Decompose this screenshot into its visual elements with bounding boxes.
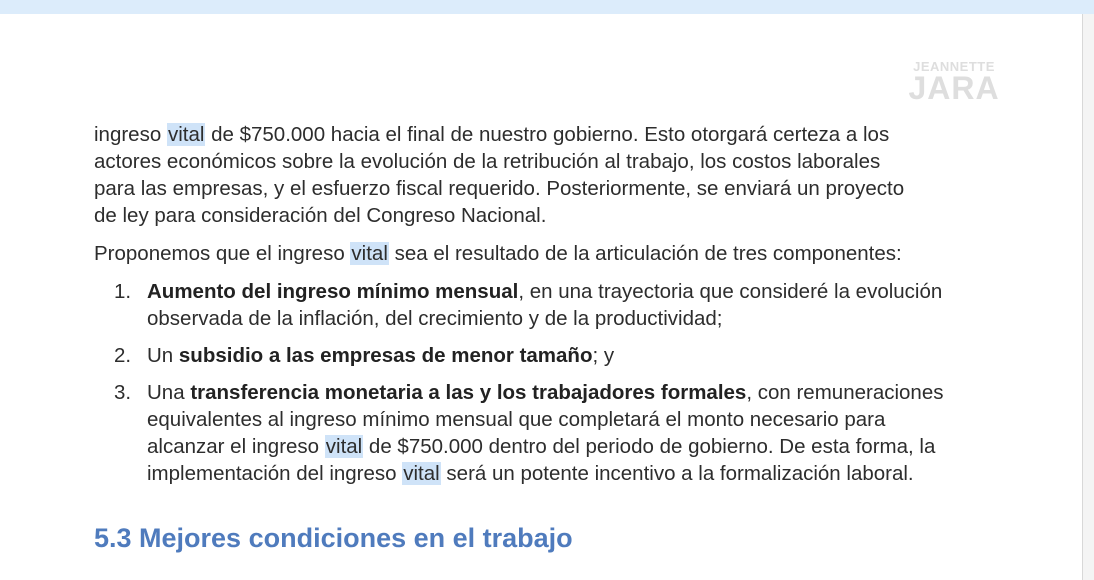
paragraph-income [94,121,974,229]
list-number: 2. [114,344,132,367]
list-item [94,379,974,487]
logo-line-1: JEANNETTE [913,59,995,74]
list-item [94,278,974,332]
document-body [94,121,974,497]
jeannette-jara-logo [888,60,1020,104]
text: de $750.000 dentro del periodo de gobierno. De esta forma, la [363,435,936,458]
text: implementación del ingreso [147,462,403,485]
components-list [94,278,974,487]
search-highlight: vital [325,435,363,458]
scrollbar[interactable] [1083,14,1094,580]
text: , en una trayectoria que consideré la evolución [518,280,943,303]
viewer-top-bar [0,0,1094,14]
search-highlight: vital [351,242,388,265]
text: alcanzar el ingreso [147,435,325,458]
search-highlight: vital [403,462,440,485]
text: de $750.000 hacia el final de nuestro gobierno. Esto otorgará certeza a los [205,123,890,146]
text: equivalentes al ingreso mínimo mensual que completará el monto necesario para [147,408,886,431]
text: para las empresas, y el esfuerzo fiscal requerido. Posteriormente, se enviará un proyecto [94,177,905,200]
bold-text: transferencia monetaria a las y los trabajadores formales [190,381,747,404]
text: de ley para consideración del Congreso Nacional. [94,204,547,227]
paragraph-proposal [94,240,974,267]
text: actores económicos sobre la evolución de la retribución al trabajo, los costos laborales [94,150,881,173]
text: ingreso [94,123,167,146]
text: sea el resultado de la articulación de tres componentes: [388,242,902,265]
search-highlight: vital [167,123,205,146]
list-item [94,342,974,369]
text: , con remuneraciones [746,381,944,404]
section-heading: 5.3 Mejores condiciones en el trabajo [94,523,573,553]
text: será un potente incentivo a la formalización laboral. [440,462,914,485]
text: Un [147,344,179,367]
bold-text: subsidio a las empresas de menor tamaño [178,344,593,367]
bold-text: Aumento del ingreso mínimo mensual [147,280,519,303]
text: Proponemos que el ingreso [94,242,351,265]
text: observada de la inflación, del crecimiento y de la productividad; [147,307,723,330]
text: Una [147,381,191,404]
list-number: 1. [114,280,132,303]
list-number: 3. [114,381,132,404]
text: ; y [592,344,615,367]
logo-line-2: JARA [908,70,1000,106]
